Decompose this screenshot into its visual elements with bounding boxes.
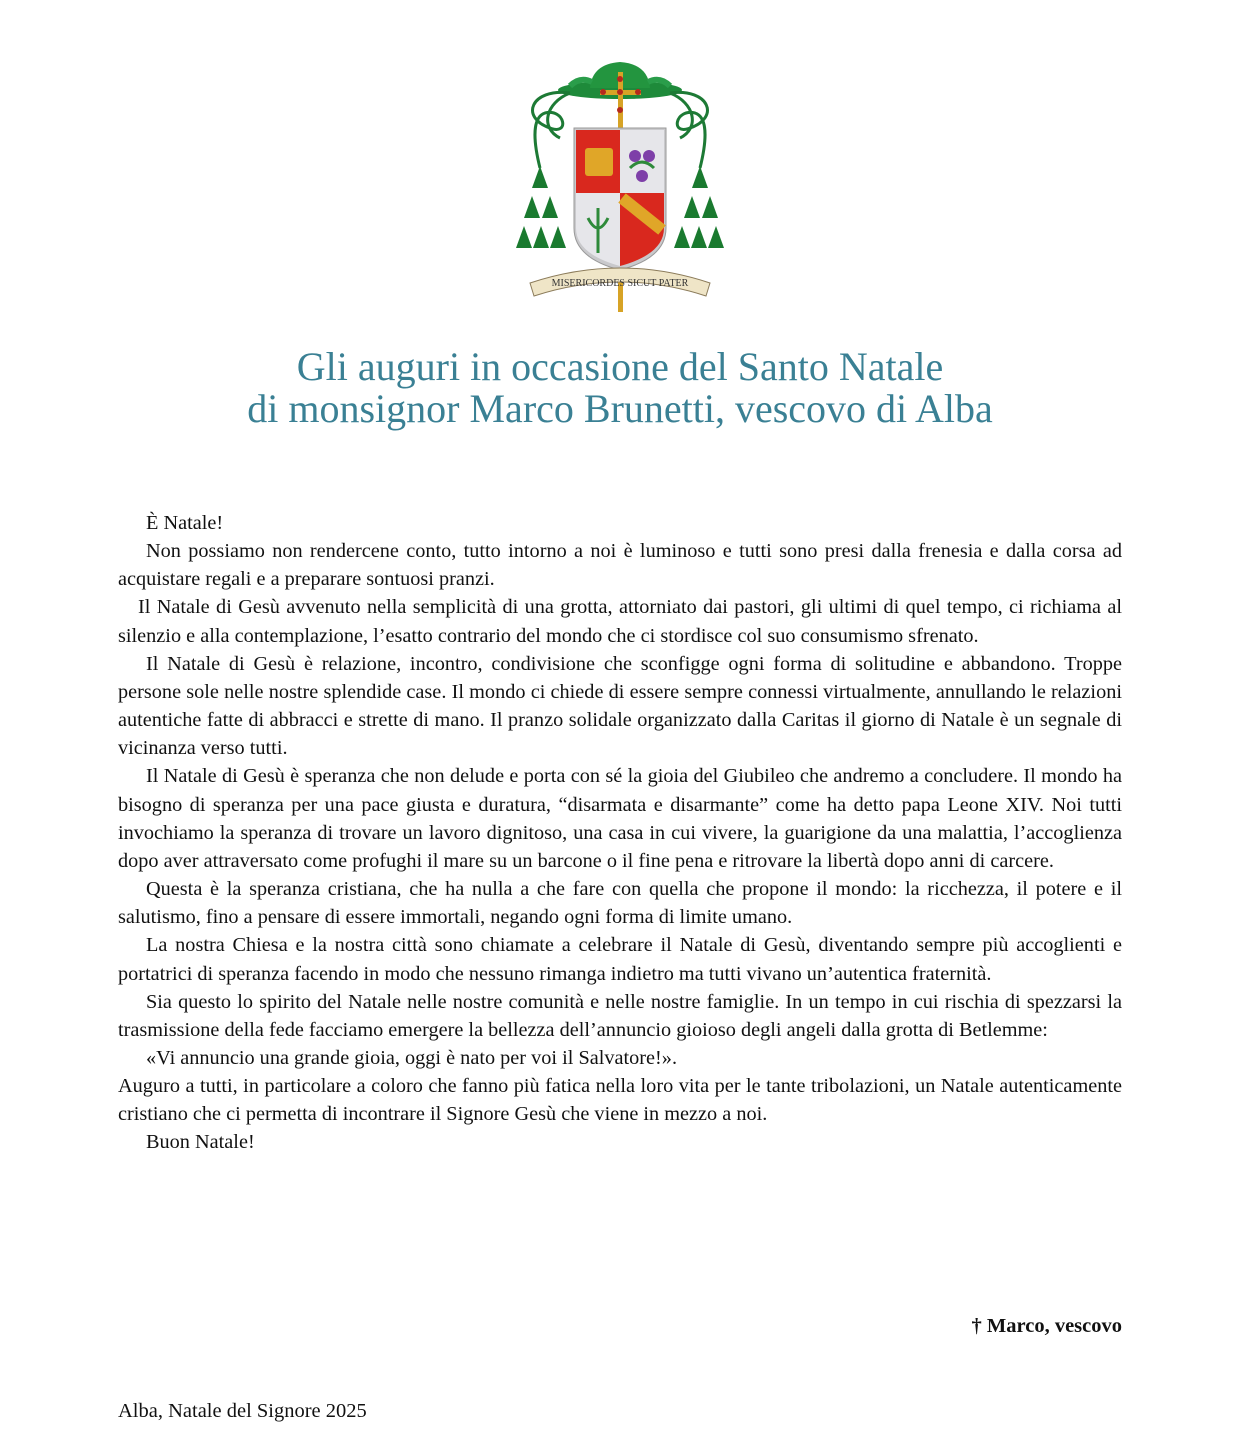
crest-motto: MISERICORDES SICUT PATER [551,278,689,289]
letter-body [118,509,1122,1157]
paragraph: La nostra Chiesa e la nostra città sono chiamate a celebrare il Natale di Gesù, diventando sempre più accoglienti e portatrici di speranza facendo in modo che nessuno rimanga indietro ma tutti vivano un’autentica fraternità. [118,934,1122,985]
paragraph-quote: «Vi annuncio una grande gioia, oggi è nato per voi il Salvatore!». [146,1046,678,1069]
paragraph: Questa è la speranza cristiana, che ha nulla a che fare con quella che propone il mondo: la ricchezza, il potere e il salutismo, fino a pensare di essere immortali, negando ogni forma di limite umano. [118,878,1122,929]
title-line-2: di monsignor Marco Brunetti, vescovo di Alba [247,386,993,431]
paragraph: Il Natale di Gesù è speranza che non delude e porta con sé la gioia del Giubileo che andremo a concludere. Il mondo ha bisogno di speranza per una pace giusta e duratura, “disarmata e disarmante” come ha detto papa Leone XIV. Noi tutti invochiamo la speranza di trovare un lavoro dignitoso, una casa in cui vivere, la guarigione da una malattia, l’accoglienza dopo aver attraversato come profughi il mare su un barcone o il fine pena e ritrovare la libertà dopo anni di carcere. [118,765,1122,872]
paragraph: Il Natale di Gesù avvenuto nella semplicità di una grotta, attorniato dai pastori, gli ultimi di quel tempo, ci richiama al silenzio e alla contemplazione, l’esatto contrario del mondo che ci stordisce col suo consumismo sfrenato. [118,596,1122,647]
page-title [0,346,1240,430]
paragraph: Auguro a tutti, in particolare a coloro che fanno più fatica nella loro vita per le tante tribolazioni, un Natale autenticamente cristiano che ci permetta di incontrare il Signore Gesù che viene in mezzo a noi. [118,1075,1122,1126]
paragraph-closing: Buon Natale! [146,1131,255,1154]
paragraph: Sia questo lo spirito del Natale nelle nostre comunità e nelle nostre famiglie. In un tempo in cui rischia di spezzarsi la trasmissione della fede facciamo emergere la bellezza dell’annuncio gioioso degli angeli dalla grotta di Betlemme: [118,990,1122,1041]
place-date: Alba, Natale del Signore 2025 [118,1400,367,1422]
paragraph: Il Natale di Gesù è relazione, incontro, condivisione che sconfigge ogni forma di solitudine e abbandono. Troppe persone sole nelle nostre splendide case. Il mondo ci chiede di essere sempre connessi virtualmente, annullando le relazioni autentiche fatte di abbracci e strette di mano. Il pranzo solidale organizzato dalla Caritas il giorno di Natale è un segnale di vicinanza verso tutti. [118,652,1122,760]
paragraph: Non possiamo non rendercene conto, tutto intorno a noi è luminoso e tutti sono presi dalla frenesia e dalla corsa ad acquistare regali e a preparare sontuosi pranzi. [118,540,1122,591]
paragraph-greeting: È Natale! [146,512,224,534]
coat-of-arms-icon [510,58,730,318]
signature: † Marco, vescovo [971,1315,1122,1337]
title-line-1: Gli auguri in occasione del Santo Natale [296,344,944,389]
